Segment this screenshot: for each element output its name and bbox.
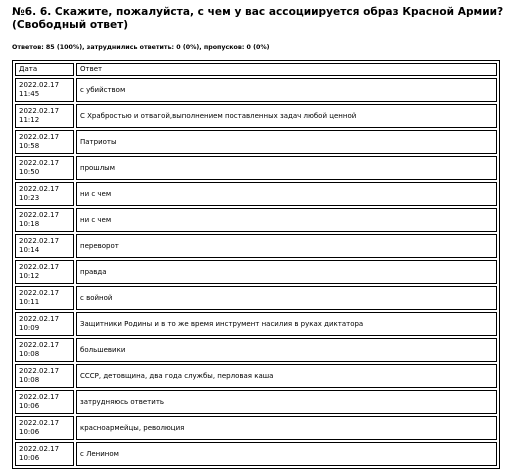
date-value: 2022.02.17 [19, 367, 60, 375]
table-row [15, 312, 497, 336]
time-value: 10:18 [19, 220, 40, 228]
answer-cell: с убийством [76, 78, 497, 102]
answer-cell: прошлым [76, 156, 497, 180]
date-cell [15, 130, 74, 154]
date-value: 2022.02.17 [19, 133, 60, 141]
date-value: 2022.02.17 [19, 289, 60, 297]
answer-cell: Патриоты [76, 130, 497, 154]
date-cell [15, 78, 74, 102]
date-value: 2022.02.17 [19, 107, 60, 115]
date-cell [15, 416, 74, 440]
answer-cell: ни с чем [76, 182, 497, 206]
time-value: 11:12 [19, 116, 40, 124]
table-row [15, 156, 497, 180]
date-cell [15, 234, 74, 258]
date-value: 2022.02.17 [19, 211, 60, 219]
date-cell [15, 390, 74, 414]
time-value: 11:45 [19, 90, 40, 98]
date-value: 2022.02.17 [19, 315, 60, 323]
answer-cell: С Храбростью и отвагой,выполнением поставленных задач любой ценной [76, 104, 497, 128]
answer-cell: правда [76, 260, 497, 284]
table-row [15, 260, 497, 284]
time-value: 10:06 [19, 454, 40, 462]
date-cell [15, 182, 74, 206]
time-value: 10:08 [19, 350, 40, 358]
date-value: 2022.02.17 [19, 237, 60, 245]
time-value: 10:58 [19, 142, 40, 150]
date-value: 2022.02.17 [19, 445, 60, 453]
answer-stats: Ответов: 85 (100%), затруднились ответить: 0 (0%), пропусков: 0 (0%) [12, 44, 270, 51]
question-title-line-2: (Свободный ответ) [12, 19, 129, 31]
date-cell [15, 156, 74, 180]
table-row [15, 416, 497, 440]
date-cell [15, 286, 74, 310]
table-row [15, 390, 497, 414]
answer-cell: большевики [76, 338, 497, 362]
answer-cell: затрудняюсь ответить [76, 390, 497, 414]
answer-cell: с Ленином [76, 442, 497, 466]
date-value: 2022.02.17 [19, 419, 60, 427]
table-row [15, 338, 497, 362]
time-value: 10:11 [19, 298, 40, 306]
answers-table-body [15, 78, 497, 466]
answer-cell: переворот [76, 234, 497, 258]
table-row [15, 208, 497, 232]
answers-table-header [15, 63, 497, 76]
table-row [15, 234, 497, 258]
answer-column-header: Ответ [76, 63, 497, 76]
table-row [15, 130, 497, 154]
date-cell [15, 260, 74, 284]
date-value: 2022.02.17 [19, 159, 60, 167]
date-cell [15, 364, 74, 388]
date-cell [15, 442, 74, 466]
time-value: 10:06 [19, 402, 40, 410]
answers-table [12, 60, 500, 469]
date-value: 2022.02.17 [19, 263, 60, 271]
table-row [15, 104, 497, 128]
time-value: 10:06 [19, 428, 40, 436]
table-row [15, 364, 497, 388]
time-value: 10:14 [19, 246, 40, 254]
date-cell [15, 208, 74, 232]
answer-cell: Защитники Родины и в то же время инструмент насилия в руках диктатора [76, 312, 497, 336]
question-title-line-1: №6. 6. Скажите, пожалуйста, с чем у вас ассоциируется образ Красной Армии? [12, 6, 504, 18]
table-row [15, 182, 497, 206]
table-row [15, 286, 497, 310]
time-value: 10:23 [19, 194, 40, 202]
date-value: 2022.02.17 [19, 81, 60, 89]
answer-cell: с войной [76, 286, 497, 310]
date-cell [15, 312, 74, 336]
answer-cell: ни с чем [76, 208, 497, 232]
time-value: 10:09 [19, 324, 40, 332]
table-row [15, 442, 497, 466]
time-value: 10:08 [19, 376, 40, 384]
date-value: 2022.02.17 [19, 185, 60, 193]
table-row [15, 78, 497, 102]
date-value: 2022.02.17 [19, 393, 60, 401]
date-cell [15, 338, 74, 362]
date-cell [15, 104, 74, 128]
question-title [12, 6, 504, 32]
date-column-header: Дата [15, 63, 74, 76]
date-value: 2022.02.17 [19, 341, 60, 349]
answer-cell: СССР, детовщина, два года службы, перловая каша [76, 364, 497, 388]
header-row [15, 63, 497, 76]
time-value: 10:12 [19, 272, 40, 280]
answer-cell: красноармейцы, революция [76, 416, 497, 440]
time-value: 10:50 [19, 168, 40, 176]
